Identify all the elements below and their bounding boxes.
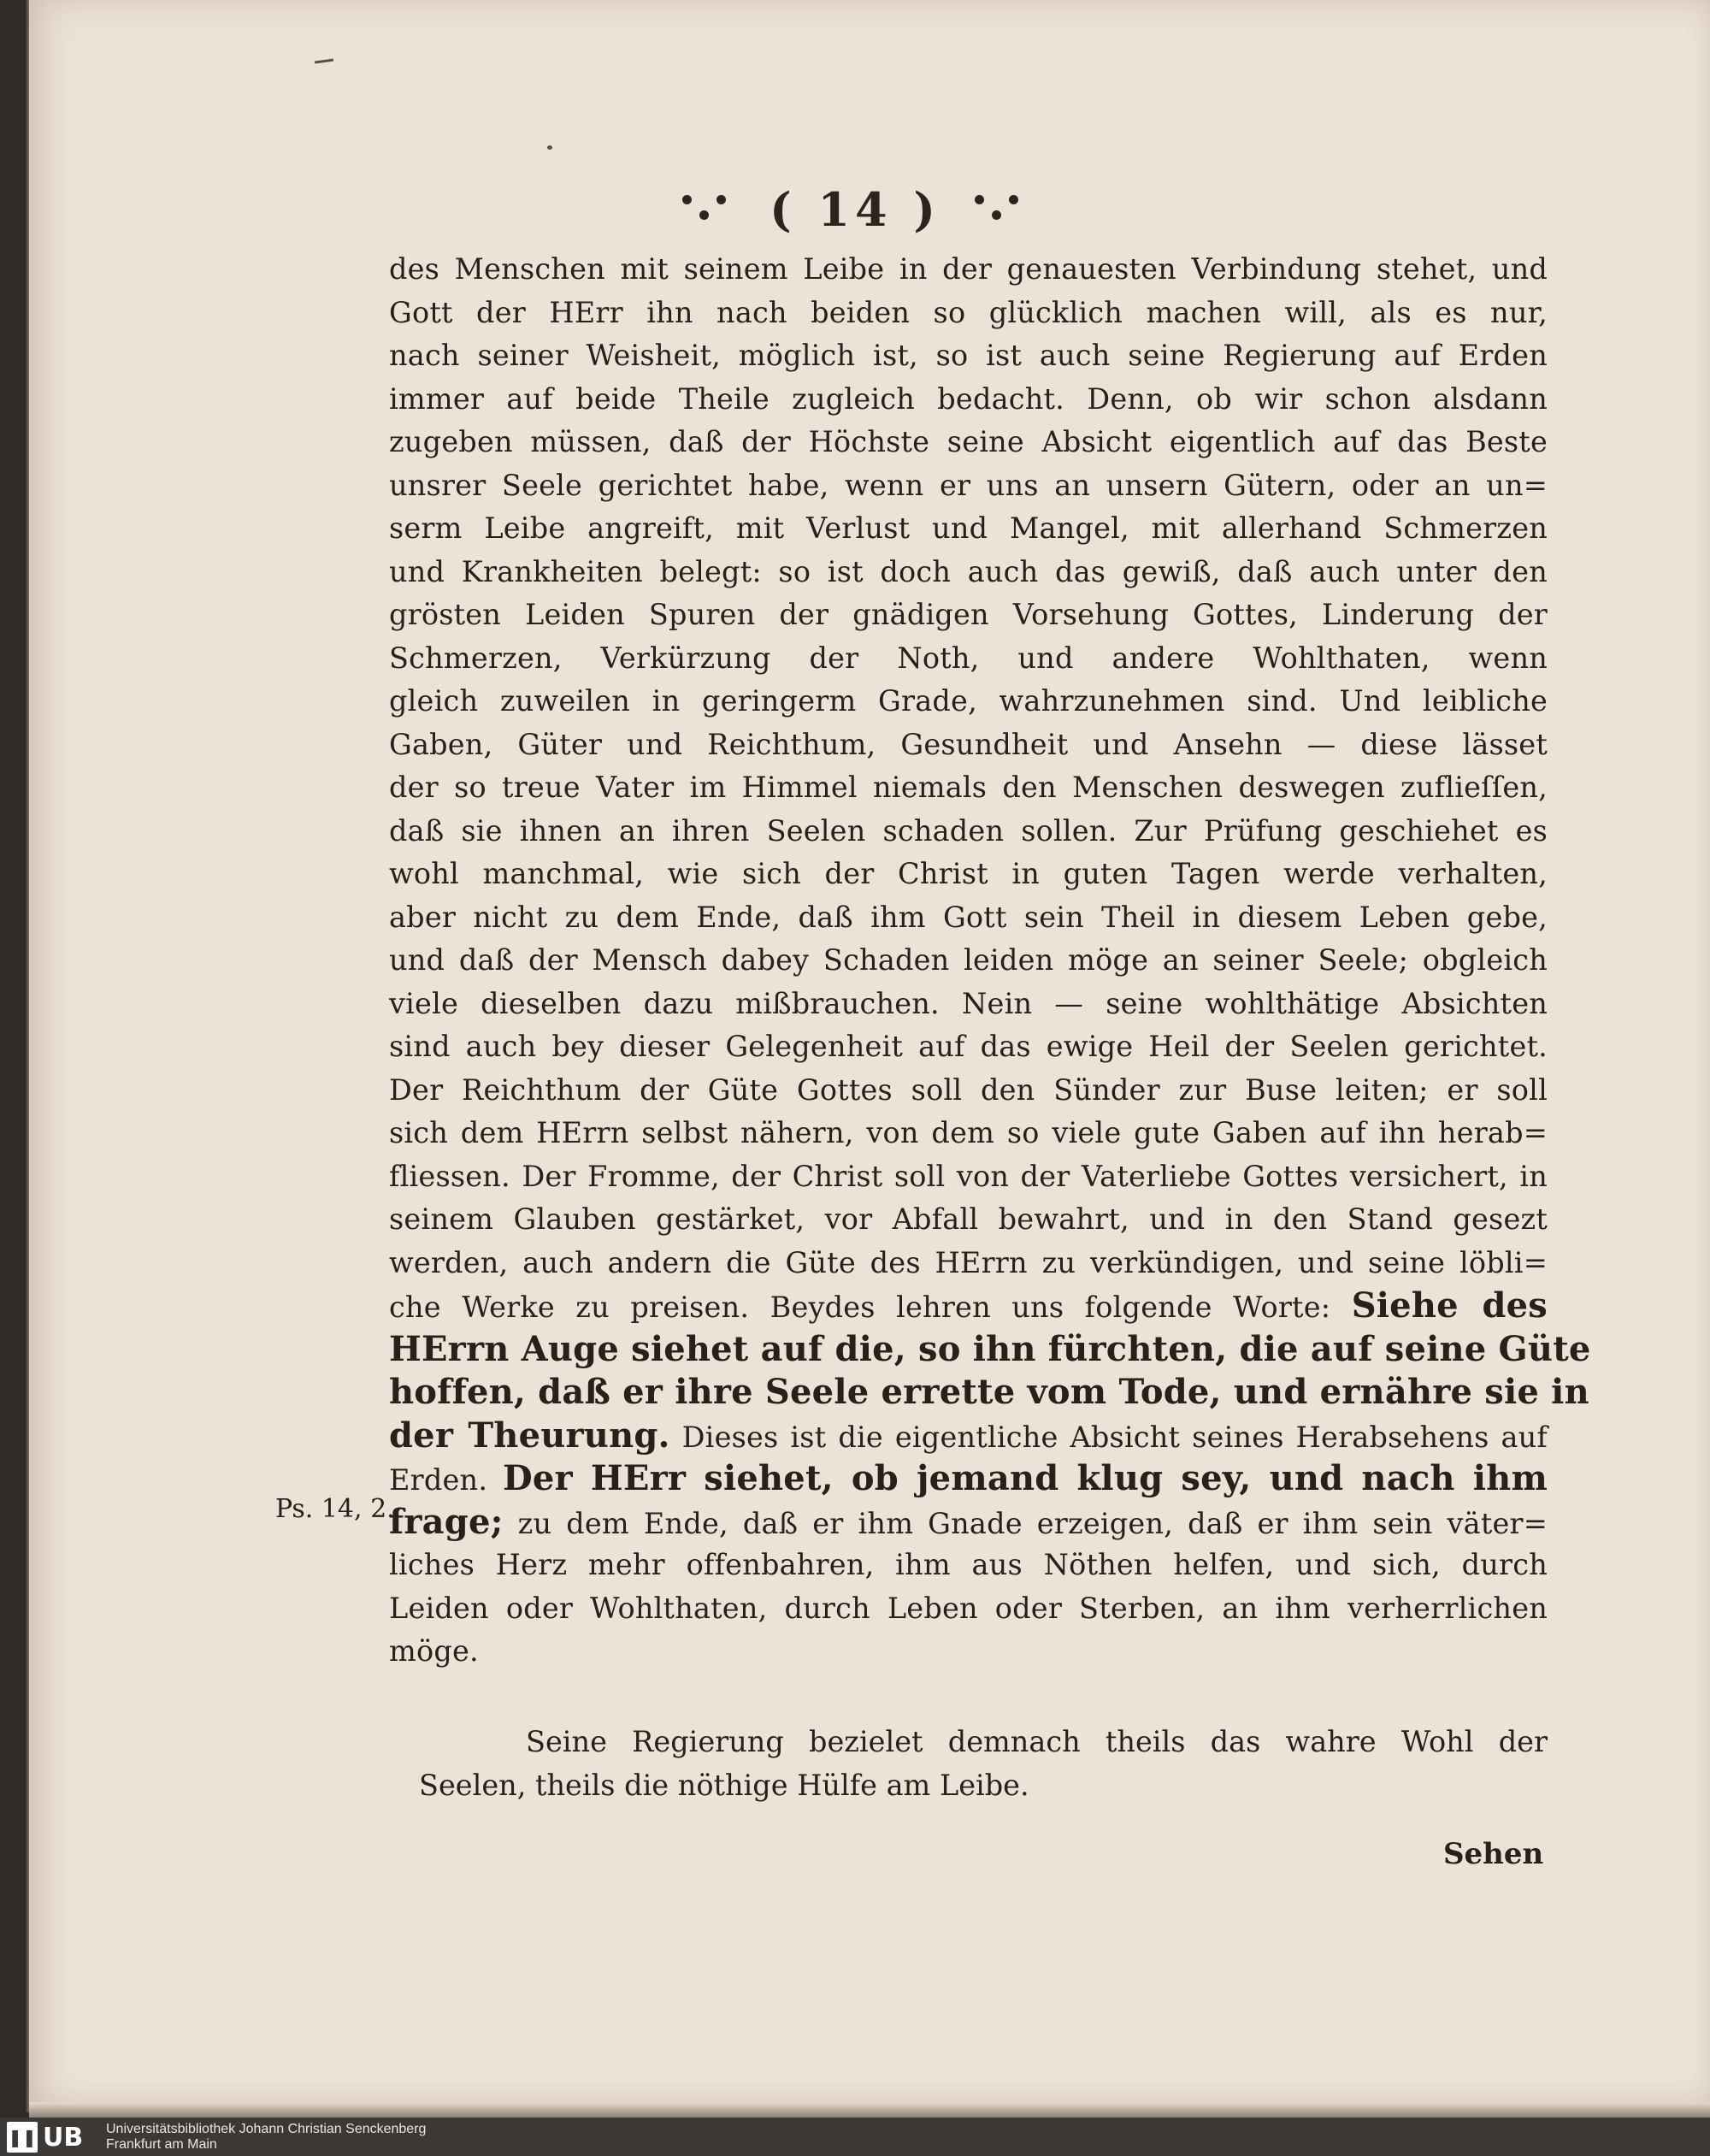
closing-paragraph <box>419 1721 1548 1807</box>
page-header <box>0 180 1710 239</box>
quote-span: frage; <box>389 1501 504 1542</box>
text-line: möge. <box>389 1634 479 1668</box>
text-line: Schmerzen, Verkürzung der Noth, und andere Wohlthaten, wenn <box>389 641 1548 675</box>
text-line: aber nicht zu dem Ende, daß ihm Gott sein Theil in diesem Leben gebe, <box>389 900 1548 934</box>
text-span: Dieses ist die eigentliche Absicht seines Herabsehens auf <box>681 1420 1548 1454</box>
text-line: nach seiner Weisheit, möglich ist, so ist auch seine Regierung auf Erden <box>389 339 1548 372</box>
text-span: che Werke zu preisen. Beydes lehren uns folgende Worte: <box>389 1291 1331 1324</box>
text-line: gleich zuweilen in geringerm Grade, wahrzunehmen sind. Und leibliche <box>389 684 1548 718</box>
text-line-with-quote <box>389 1415 1548 1458</box>
text-line-with-quote <box>389 1457 1548 1501</box>
text-line: fliessen. Der Fromme, der Christ soll von der Vaterliebe Gottes versichert, in <box>389 1159 1548 1193</box>
asterism-left-icon <box>682 188 735 231</box>
text-line: zugeben müssen, daß der Höchste seine Absicht eigentlich auf das Beste <box>389 425 1548 458</box>
text-span: Erden. <box>389 1463 488 1497</box>
text-line: sind auch bey dieser Gelegenheit auf das ewige Heil der Seelen gerichtet. <box>389 1030 1548 1063</box>
logo-text: UB <box>43 2122 84 2153</box>
library-name-line: Universitätsbibliothek Johann Christian Senckenberg <box>106 2122 427 2136</box>
margin-reference: Ps. 14, 2. <box>275 1494 395 1524</box>
text-line: der so treue Vater im Himmel niemals den Menschen deswegen zuflieſſen, <box>389 771 1548 804</box>
text-line-with-quote <box>389 1501 1548 1545</box>
text-line: des Menschen mit seinem Leibe in der genauesten Verbindung stehet, und <box>389 252 1548 286</box>
text-span: zu dem Ende, daß er ihm Gnade erzeigen, daß er ihm sein väter= <box>517 1506 1548 1540</box>
text-line: Seine Regierung bezielet demnach theils das wahre Wohl der <box>526 1725 1548 1758</box>
ink-speck <box>547 145 552 150</box>
quote-span: Der HErr siehet, ob jemand klug sey, und nach ihm <box>503 1458 1548 1498</box>
text-line: viele dieselben dazu mißbrauchen. Nein — seine wohlthätige Absichten <box>389 986 1548 1020</box>
page-number: ( 14 ) <box>770 182 940 237</box>
quote-line: hoffen, daß er ihre Seele errette vom Tode, und ernähre sie in <box>389 1372 1589 1412</box>
text-line: liches Herz mehr offenbahren, ihm aus Nöthen helfen, und sich, durch <box>389 1548 1548 1581</box>
text-line: Gaben, Güter und Reichthum, Gesundheit und Ansehn — diese lässet <box>389 727 1548 761</box>
quote-line: HErrn Auge siehet auf die, so ihn fürchten, die auf seine Güte <box>389 1328 1591 1369</box>
text-line: sich dem HErrn selbst nähern, von dem so viele gute Gaben auf ihn herab= <box>389 1116 1548 1149</box>
text-line: werden, auch andern die Güte des HErrn zu verkündigen, und seine löbli= <box>389 1245 1548 1279</box>
text-line: seinem Glauben gestärket, vor Abfall bewahrt, und in den Stand gesezt <box>389 1202 1548 1236</box>
text-line: Leiden oder Wohlthaten, durch Leben oder Sterben, an ihm verherrlichen <box>389 1591 1548 1625</box>
text-line: wohl manchmal, wie sich der Christ in guten Tagen werde verhalten, <box>389 857 1548 890</box>
text-line: Gott der HErr ihn nach beiden so glücklich machen will, als es nur, <box>389 295 1548 329</box>
text-line: serm Leibe angreift, mit Verlust und Mangel, mit allerhand Schmerzen <box>389 511 1548 545</box>
library-logo <box>7 2122 83 2153</box>
text-line: unsrer Seele gerichtet habe, wenn er uns an unsern Gütern, oder an un= <box>389 468 1548 502</box>
text-line: immer auf beide Theile zugleich bedacht. Denn, ob wir schon alsdann <box>389 381 1548 416</box>
text-line: und daß der Mensch dabey Schaden leiden möge an seiner Seele; obgleich <box>389 943 1548 977</box>
text-line-with-quote <box>389 1285 1548 1328</box>
library-credit <box>106 2122 426 2153</box>
catchword: Sehen <box>1443 1837 1544 1871</box>
library-city-line: Frankfurt am Main <box>106 2137 217 2152</box>
body-text <box>389 248 1591 1674</box>
quote-span: der Theurung. <box>389 1415 670 1456</box>
text-line: grösten Leiden Spuren der gnädigen Vorsehung Gottes, Linderung der <box>389 598 1548 631</box>
text-line: daß sie ihnen an ihren Seelen schaden sollen. Zur Prüfung geschiehet es <box>389 813 1548 848</box>
text-line: Der Reichthum der Güte Gottes soll den Sünder zur Buse leiten; er soll <box>389 1072 1548 1107</box>
footer-bar <box>0 2118 1710 2156</box>
asterism-right-icon <box>975 188 1028 231</box>
quote-span: Siehe des <box>1351 1285 1548 1326</box>
book-icon: ❚❚ <box>7 2122 38 2153</box>
text-line: und Krankheiten belegt: so ist doch auch das gewiß, daß auch unter den <box>389 554 1548 588</box>
paper-bottom-edge <box>29 2102 1710 2118</box>
text-line: Seelen, theils die nöthige Hülfe am Leibe. <box>419 1768 1029 1802</box>
